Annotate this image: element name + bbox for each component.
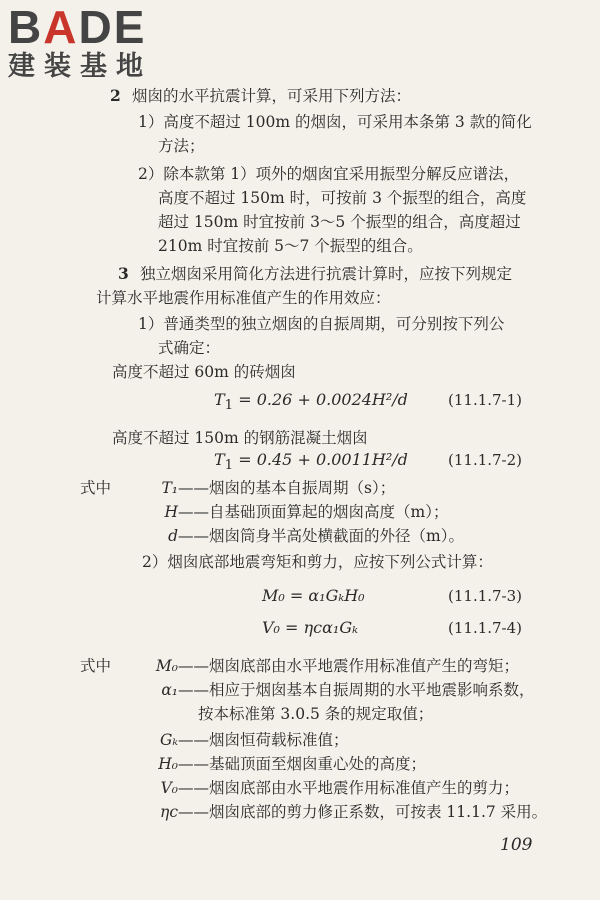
def-text-T1: ——烟囱的基本自振周期（s）； [178,479,396,497]
item2-sub2-line3: 超过 150m 时宜按前 3～5 个振型的组合，高度超过 [158,213,521,231]
brick-chimney-label: 高度不超过 60m 的砖烟囱 [112,363,296,381]
item2-sub1-line2: 方法； [158,137,205,155]
def-symbol-etac: ηc [160,803,178,821]
def-text-alpha1: ——相应于烟囱基本自振周期的水平地震影响系数， [178,681,535,699]
where2-label: 式中 [80,657,112,675]
def-text-Gk: ——烟囱恒荷载标准值； [178,731,349,749]
formula-11-1-7-1: $T_1 = 0.26 + 0.0024H^2/d$ [214,390,408,414]
def-symbol-V0: V₀ [160,779,178,797]
def-text-M0: ——烟囱底部由水平地震作用标准值产生的弯矩； [178,657,520,675]
def-symbol-d: d [168,527,178,545]
rc-chimney-label: 高度不超过 150m 的钢筋混凝土烟囱 [112,429,368,447]
def-symbol-T1: T₁ [161,479,178,497]
def-text-d: ——烟囱筒身半高处横截面的外径（m）。 [178,527,464,545]
logo-wordmark: BADE [8,1,147,53]
formula-11-1-7-3: M₀ = α₁GₖH₀ [262,586,365,605]
where1-label: 式中 [80,479,112,497]
item3-sub2: 2）烟囱底部地震弯矩和剪力，应按下列公式计算： [142,553,493,571]
item2-sub2-line1: 2）除本款第 1）项外的烟囱宜采用振型分解反应谱法， [138,165,520,183]
formula-11-1-7-4: V₀ = ηcα₁Gₖ [262,618,358,637]
item3-number: 3 [118,264,129,283]
eq-number-4: (11.1.7-4) [448,619,523,637]
eq-number-1: (11.1.7-1) [448,391,523,409]
logo-subtitle: 建装基地 [8,51,152,82]
item3-line1: 独立烟囱采用简化方法进行抗震计算时，应按下列规定 [140,265,513,283]
eq-number-2: (11.1.7-2) [448,451,523,469]
def-text-H: ——自基础顶面算起的烟囱高度（m）； [178,503,449,521]
def-symbol-H: H [164,503,178,521]
formula-11-1-7-2: $T_1 = 0.45 + 0.0011H^2/d$ [214,450,408,474]
item2-sub2-line2: 高度不超过 150m 时，可按前 3 个振型的组合，高度 [158,189,527,207]
item3-sub1-line1: 1）普通类型的独立烟囱的自振周期，可分别按下列公 [138,315,505,333]
def-text-alpha1-cont: 按本标准第 3.0.5 条的规定取值； [198,705,434,723]
item2-number: 2 [110,86,121,105]
item3-line2: 计算水平地震作用标准值产生的作用效应： [96,289,391,307]
bade-logo [8,1,178,82]
item2-text: 烟囱的水平抗震计算，可采用下列方法： [132,87,412,105]
eq-number-3: (11.1.7-3) [448,587,523,605]
page-number: 109 [500,835,533,855]
item2-sub1-line1: 1）高度不超过 100m 的烟囱，可采用本条第 3 款的简化 [138,113,532,131]
def-symbol-alpha1: α₁ [161,681,178,699]
def-symbol-H0: H₀ [158,755,178,773]
item2-sub2-line4: 210m 时宜按前 5～7 个振型的组合。 [158,237,423,255]
def-text-etac: ——烟囱底部的剪力修正系数，可按表 11.1.7 采用。 [178,803,548,821]
def-text-V0: ——烟囱底部由水平地震作用标准值产生的剪力； [178,779,520,797]
def-text-H0: ——基础顶面至烟囱重心处的高度； [178,755,427,773]
item3-sub1-line2: 式确定： [158,339,221,357]
def-symbol-M0: M₀ [155,657,178,675]
def-symbol-Gk: Gₖ [159,731,178,749]
